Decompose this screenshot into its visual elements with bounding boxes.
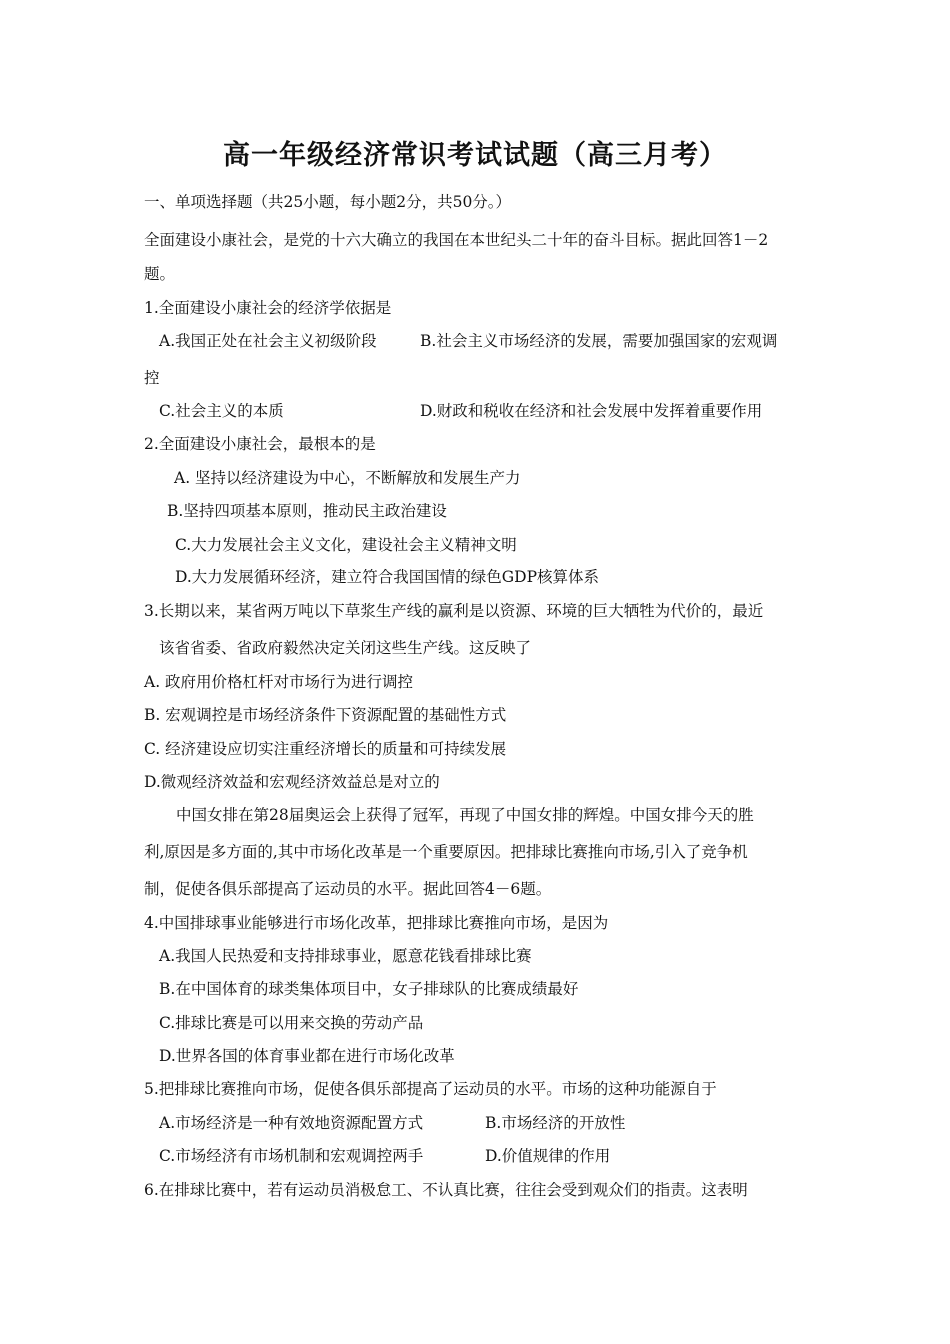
option-a: A.我国人民热爱和支持排球事业，愿意花钱看排球比赛 xyxy=(159,947,532,965)
option-d: D.世界各国的体育事业都在进行市场化改革 xyxy=(159,1047,455,1065)
passage-text: 制，促使各俱乐部提高了运动员的水平。据此回答4－6题。 xyxy=(144,880,552,898)
section-heading: 一、单项选择题（共25小题，每小题2分，共50分。） xyxy=(144,193,512,211)
question-1: 1.全面建设小康社会的经济学依据是 xyxy=(144,299,392,317)
question-2: 2.全面建设小康社会，最根本的是 xyxy=(144,435,376,453)
option-d: D.微观经济效益和宏观经济效益总是对立的 xyxy=(144,773,440,791)
passage-text: 利,原因是多方面的,其中市场化改革是一个重要原因。把排球比赛推向市场,引入了竞争机 xyxy=(144,843,748,861)
option-b: 控 xyxy=(144,369,160,387)
option-c: C.市场经济有市场机制和宏观调控两手 xyxy=(159,1147,424,1165)
option-a: A. 坚持以经济建设为中心，不断解放和发展生产力 xyxy=(174,469,521,487)
option-c: C.社会主义的本质 xyxy=(159,402,284,420)
option-c: C. 经济建设应切实注重经济增长的质量和可持续发展 xyxy=(144,740,507,758)
passage-text: 中国女排在第28届奥运会上获得了冠军，再现了中国女排的辉煌。中国女排今天的胜 xyxy=(176,806,754,824)
option-d: D.财政和税收在经济和社会发展中发挥着重要作用 xyxy=(420,402,763,420)
option-b: B.社会主义市场经济的发展，需要加强国家的宏观调 xyxy=(420,332,778,350)
question-5: 5.把排球比赛推向市场，促使各俱乐部提高了运动员的水平。市场的这种功能源自于 xyxy=(144,1080,717,1098)
option-b: B.市场经济的开放性 xyxy=(485,1114,626,1132)
option-b: B.在中国体育的球类集体项目中，女子排球队的比赛成绩最好 xyxy=(159,980,579,998)
option-b: B.坚持四项基本原则，推动民主政治建设 xyxy=(167,502,447,520)
page-title: 高一年级经济常识考试试题（高三月考） xyxy=(223,140,727,171)
option-a: A. 政府用价格杠杆对市场行为进行调控 xyxy=(144,673,414,691)
question-3: 3.长期以来，某省两万吨以下草浆生产线的赢利是以资源、环境的巨大牺牲为代价的，最近 xyxy=(144,602,764,620)
option-c: C.大力发展社会主义文化，建设社会主义精神文明 xyxy=(175,536,517,554)
option-a: A.我国正处在社会主义初级阶段 xyxy=(159,332,377,350)
option-d: D.价值规律的作用 xyxy=(485,1147,611,1165)
question-3: 该省省委、省政府毅然决定关闭这些生产线。这反映了 xyxy=(159,639,532,657)
question-4: 4.中国排球事业能够进行市场化改革，把排球比赛推向市场，是因为 xyxy=(144,914,609,932)
intro-text: 题。 xyxy=(144,265,176,283)
option-b: B. 宏观调控是市场经济条件下资源配置的基础性方式 xyxy=(144,706,507,724)
option-d: D.大力发展循环经济，建立符合我国国情的绿色GDP核算体系 xyxy=(175,568,600,586)
intro-text: 全面建设小康社会，是党的十六大确立的我国在本世纪头二十年的奋斗目标。据此回答1－2 xyxy=(144,231,769,249)
question-6: 6.在排球比赛中，若有运动员消极怠工、不认真比赛，往往会受到观众们的指责。这表明 xyxy=(144,1181,748,1199)
option-c: C.排球比赛是可以用来交换的劳动产品 xyxy=(159,1014,424,1032)
option-a: A.市场经济是一种有效地资源配置方式 xyxy=(159,1114,424,1132)
